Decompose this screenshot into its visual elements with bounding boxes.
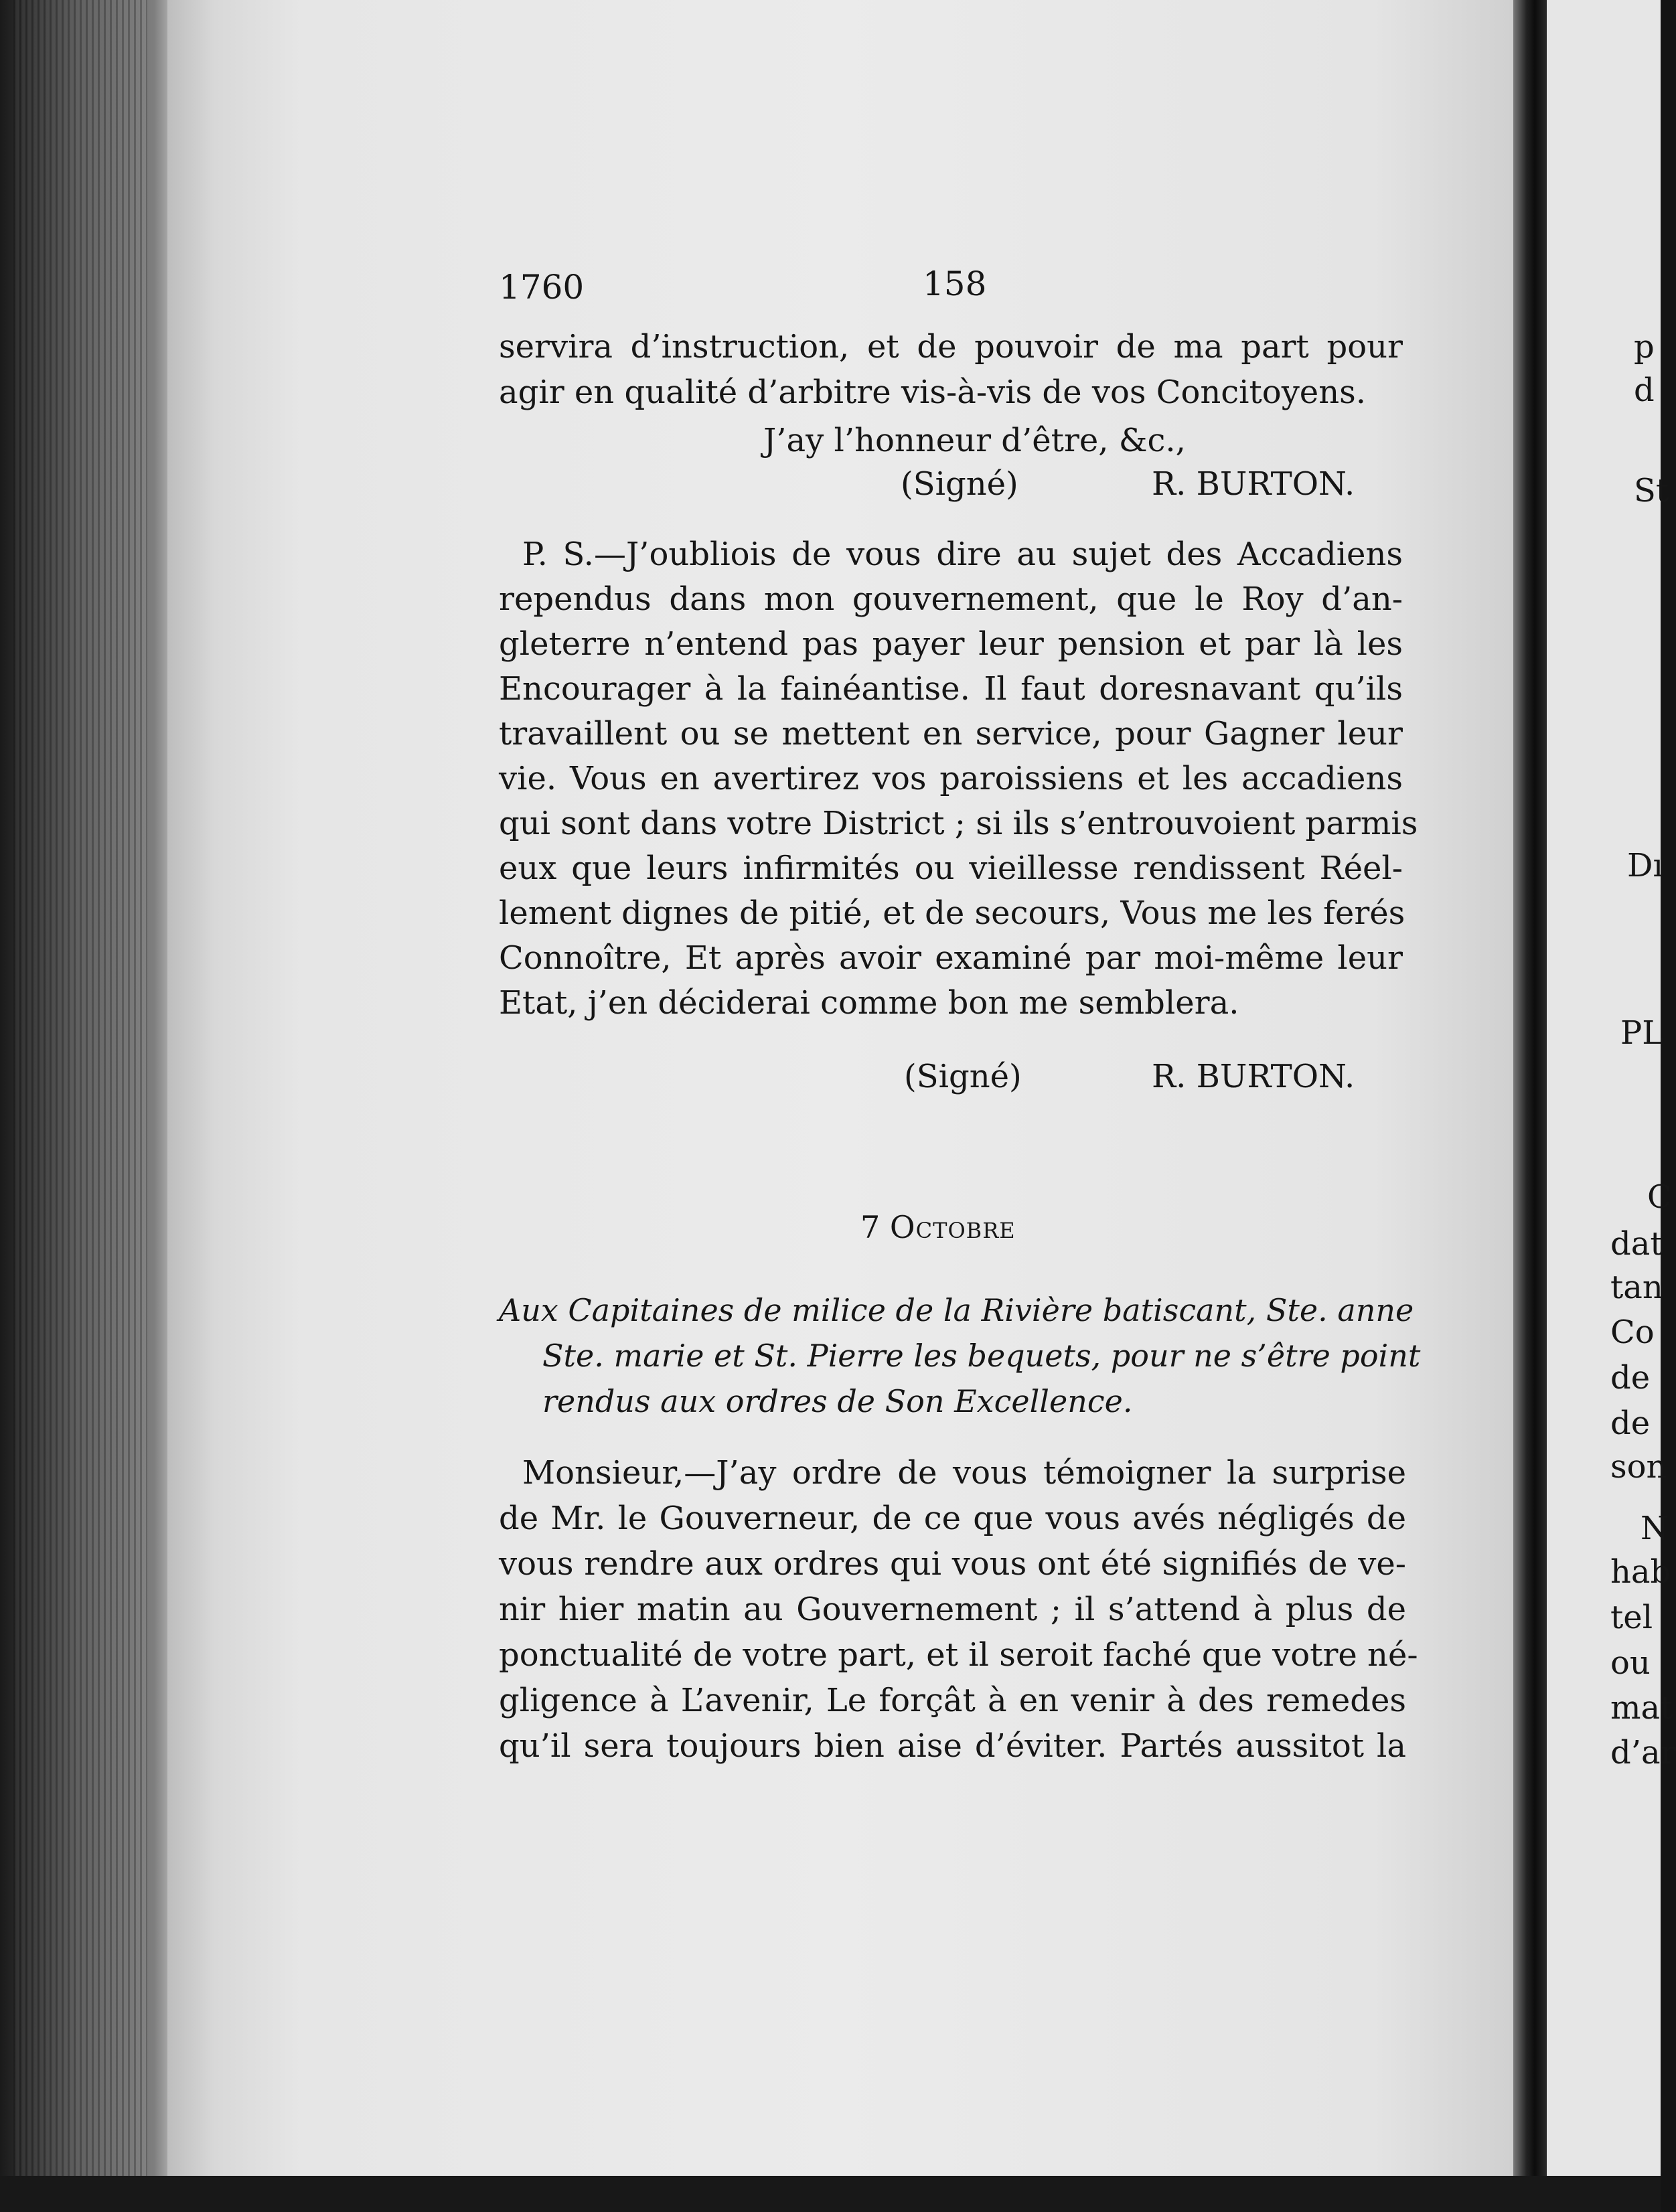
- facing-page-fragment: N: [1641, 1510, 1669, 1547]
- signatory: R. BURTON.: [1152, 1058, 1355, 1095]
- body-line: de Mr. le Gouverneur, de ce que vous avés négligés de: [499, 1500, 1406, 1537]
- facing-page-fragment: de: [1610, 1359, 1651, 1397]
- page-year: 1760: [499, 268, 585, 307]
- signatory: R. BURTON.: [1152, 465, 1355, 503]
- facing-page-fragment: PL: [1620, 1014, 1664, 1052]
- scan-edge: [0, 2176, 1661, 2212]
- text-line: agir en qualité d’arbitre vis-à-vis de vos Concitoyens.: [499, 374, 1367, 411]
- postscript-line: gleterre n’entend pas payer leur pension et par là les: [499, 625, 1403, 663]
- page-fold: [1513, 0, 1547, 2212]
- facing-page-fragment: de: [1610, 1405, 1651, 1442]
- text-line: servira d’instruction, et de pouvoir de ma part pour: [499, 328, 1403, 366]
- facing-page-fragment: tel: [1610, 1599, 1653, 1636]
- body-line: Monsieur,—J’ay ordre de vous témoigner la surprise: [522, 1454, 1406, 1492]
- facing-page-fragment: St: [1634, 472, 1669, 509]
- facing-page-fragment: son: [1610, 1448, 1667, 1486]
- facing-page-fragment: d’ar: [1610, 1734, 1676, 1771]
- signed-label: (Signé): [901, 465, 1018, 503]
- binding-texture: [13, 0, 147, 2212]
- facing-page-fragment: hab: [1610, 1553, 1671, 1591]
- body-line: vous rendre aux ordres qui vous ont été signifiés de ve-: [499, 1545, 1406, 1583]
- address-line: Aux Capitaines de milice de la Rivière batiscant, Ste. anne: [499, 1292, 1414, 1328]
- facing-page-fragment: Co: [1610, 1314, 1655, 1351]
- facing-page-fragment: C: [1647, 1178, 1672, 1216]
- postscript-line: rependus dans mon gouvernement, que le Roy d’an-: [499, 580, 1403, 618]
- address-line: Ste. marie et St. Pierre les bequets, pour ne s’être point: [542, 1338, 1421, 1374]
- facing-page-fragment: ou: [1610, 1644, 1651, 1682]
- body-line: qu’il sera toujours bien aise d’éviter. Partés aussitot la: [499, 1727, 1406, 1765]
- postscript-line: lement dignes de pitié, et de secours, Vous me les ferés: [499, 894, 1405, 932]
- postscript-line: vie. Vous en avertirez vos paroissiens et les accadiens: [499, 760, 1403, 797]
- facing-page-fragment: d: [1634, 372, 1655, 409]
- facing-page-fragment: tan: [1610, 1269, 1663, 1306]
- page-number: 158: [923, 264, 987, 303]
- body-line: gligence à L’avenir, Le forçât à en venir à des remedes: [499, 1682, 1406, 1719]
- postscript-line: Connoître, Et après avoir examiné par moi-même leur: [499, 939, 1403, 977]
- facing-page-fragment: p: [1634, 328, 1655, 366]
- facing-page-fragment: mat: [1610, 1689, 1673, 1727]
- body-line: nir hier matin au Gouvernement ; il s’attend à plus de: [499, 1591, 1406, 1628]
- address-line: rendus aux ordres de Son Excellence.: [542, 1383, 1133, 1419]
- facing-page-fragment: Dı: [1627, 847, 1663, 884]
- section-date: [860, 1205, 1016, 1249]
- date-month: Octobre: [889, 1209, 1016, 1245]
- postscript-line: P. S.—J’oubliois de vous dire au sujet des Accadiens: [522, 536, 1403, 573]
- salutation: J’ay l’honneur d’être, &c.,: [763, 422, 1186, 459]
- postscript-line: Encourager à la fainéantise. Il faut doresnavant qu’ils: [499, 670, 1403, 708]
- signed-label: (Signé): [904, 1058, 1022, 1095]
- postscript-line: qui sont dans votre District ; si ils s’entrouvoient parmis: [499, 805, 1418, 842]
- facing-page-fragment: dat: [1610, 1225, 1663, 1263]
- date-number: 7: [860, 1209, 881, 1245]
- postscript-line: travaillent ou se mettent en service, pour Gagner leur: [499, 715, 1403, 753]
- postscript-line: Etat, j’en déciderai comme bon me semblera.: [499, 984, 1239, 1022]
- book-binding: [0, 0, 167, 2212]
- postscript-line: eux que leurs infirmités ou vieillesse rendissent Réel-: [499, 850, 1403, 887]
- body-line: ponctualité de votre part, et il seroit faché que votre né-: [499, 1636, 1418, 1674]
